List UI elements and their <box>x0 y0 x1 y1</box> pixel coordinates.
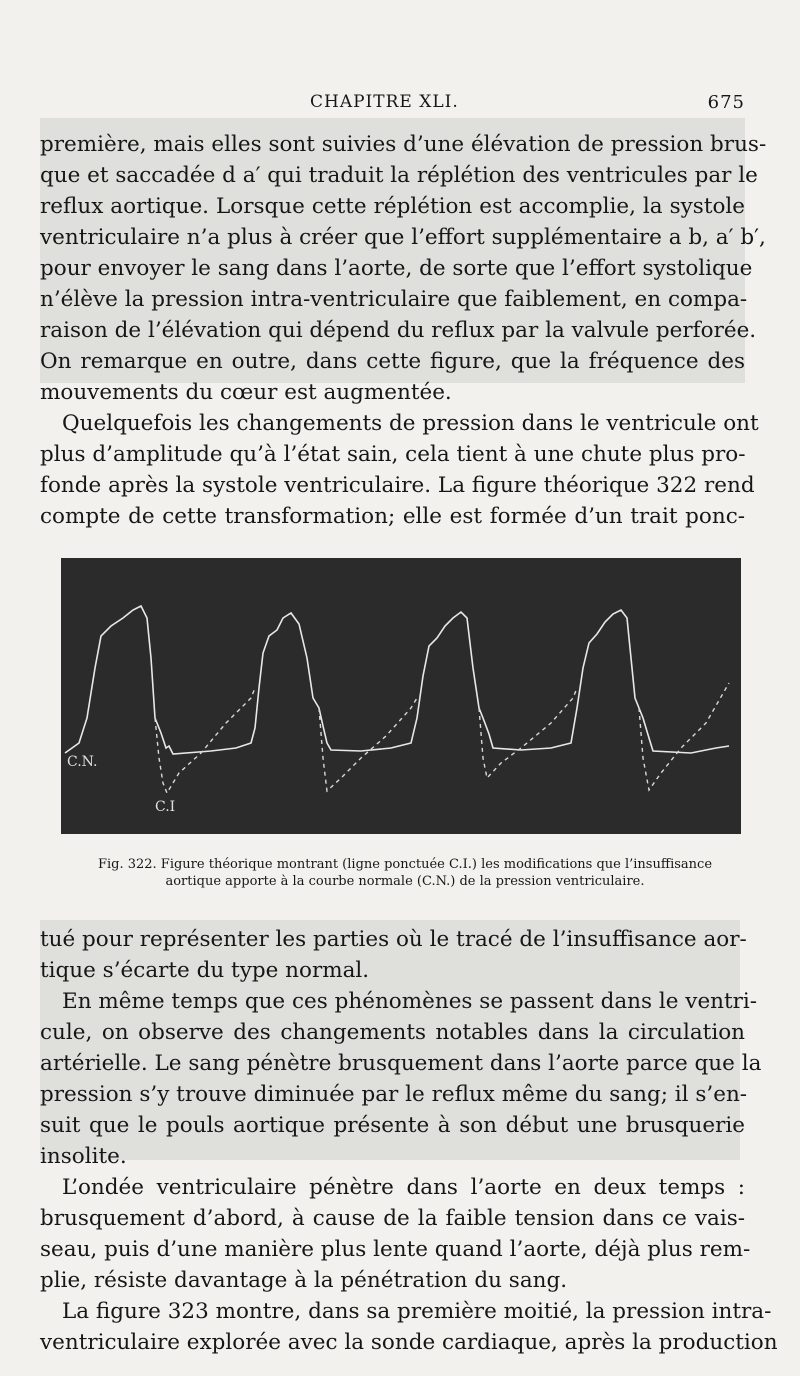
figure-322 <box>61 558 741 834</box>
text-line: ventriculaire n’a plus à créer que l’effort supplémentaire a b, a′ b′, <box>40 225 766 250</box>
text-line: suit que le pouls aortique présente à son début une brusquerie <box>40 1113 745 1138</box>
caption-line: Fig. 322. Figure théorique montrant (ligne ponctuée C.I.) les modifications que l’insuffisance <box>97 857 713 872</box>
text-line: La figure 323 montre, dans sa première moitié, la pression intra- <box>62 1299 772 1324</box>
text-line: première, mais elles sont suivies d’une élévation de pression brus- <box>40 132 767 157</box>
text-line: brusquement d’abord, à cause de la faible tension dans ce vais- <box>40 1206 745 1231</box>
text-line: fonde après la systole ventriculaire. La figure théorique 322 rend <box>40 473 755 498</box>
page-header <box>40 92 745 118</box>
pressure-curve-plot <box>61 558 741 834</box>
text-line: cule, on observe des changements notables dans la circulation <box>40 1020 745 1045</box>
chapter-title: CHAPITRE XLI. <box>310 92 459 112</box>
text-line: raison de l’élévation qui dépend du reflux par la valvule perforée. <box>40 318 757 343</box>
text-line: artérielle. Le sang pénètre brusquement dans l’aorte parce que la <box>40 1051 762 1076</box>
text-line: Quelquefois les changements de pression dans le ventricule ont <box>62 411 759 436</box>
text-line: On remarque en outre, dans cette figure, que la fréquence des <box>40 349 745 374</box>
text-line: plus d’amplitude qu’à l’état sain, cela tient à une chute plus pro- <box>40 442 746 467</box>
text-line: que et saccadée d a′ qui traduit la réplétion des ventricules par le <box>40 163 758 188</box>
page-number: 675 <box>707 92 745 113</box>
caption-line: aortique apporte à la courbe normale (C.N.) de la pression ventriculaire. <box>165 874 645 889</box>
text-line: compte de cette transformation; elle est formée d’un trait ponc- <box>40 504 745 529</box>
text-line: mouvements du cœur est augmentée. <box>40 380 452 405</box>
text-line: reflux aortique. Lorsque cette réplétion est accomplie, la systole <box>40 194 745 219</box>
text-line: ventriculaire explorée avec la sonde cardiaque, après la production <box>40 1330 778 1355</box>
text-line: plie, résiste davantage à la pénétration du sang. <box>40 1268 568 1293</box>
text-line: L’ondée ventriculaire pénètre dans l’aorte en deux temps : <box>62 1175 745 1200</box>
text-line: insolite. <box>40 1144 127 1169</box>
text-line: n’élève la pression intra-ventriculaire que faiblement, en compa- <box>40 287 748 312</box>
text-line: pression s’y trouve diminuée par le reflux même du sang; il s’en- <box>40 1082 748 1107</box>
text-line: seau, puis d’une manière plus lente quand l’aorte, déjà plus rem- <box>40 1237 751 1262</box>
label-insufficiency-curve: C.I <box>155 799 176 815</box>
text-line: tique s’écarte du type normal. <box>40 958 370 983</box>
text-line: En même temps que ces phénomènes se passent dans le ventri- <box>62 989 758 1014</box>
text-line: pour envoyer le sang dans l’aorte, de sorte que l’effort systolique <box>40 256 753 281</box>
label-normal-curve: C.N. <box>67 754 98 770</box>
text-line: tué pour représenter les parties où le tracé de l’insuffisance aor- <box>40 927 747 952</box>
